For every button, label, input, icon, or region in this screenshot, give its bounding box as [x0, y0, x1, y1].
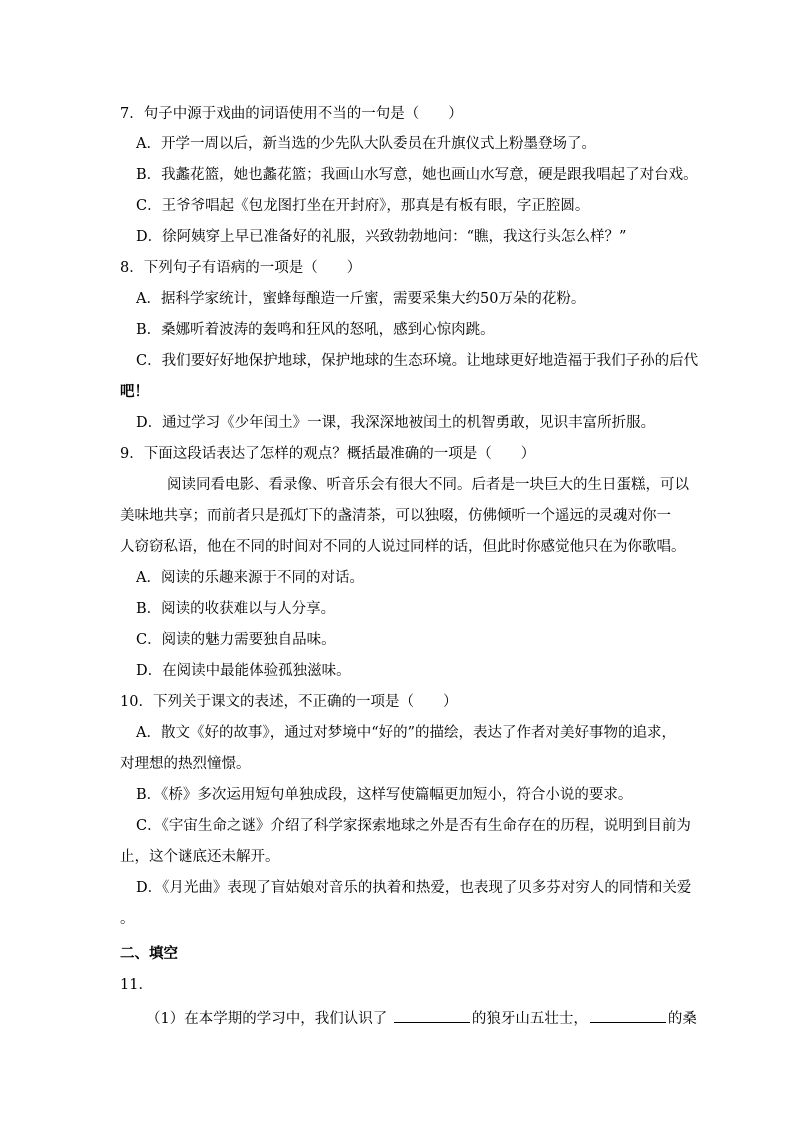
q9-option-d: D．在阅读中最能体验孤独滋味。 — [136, 663, 351, 679]
q8-option-a: A．据科学家统计，蜜蜂每酿造一斤蜜，需要采集大约50万朵的花粉。 — [136, 291, 586, 307]
q7-stem: 7．句子中源于戏曲的词语使用不当的一句是（ ） — [120, 106, 463, 122]
q9-passage-line2: 美味地共享；而前者只是孤灯下的盏清茶，可以独啜，仿佛倾听一个遥远的灵魂对你一 — [120, 508, 671, 524]
q11-part1-end: 的桑 — [667, 1011, 697, 1027]
q9-option-a: A．阅读的乐趣来源于不同的对话。 — [136, 570, 364, 586]
q10-option-b: B．《桥》多次运用短句单独成段，这样写使篇幅更加短小，符合小说的要求。 — [136, 787, 633, 803]
q7-option-c: C．王爷爷唱起《包龙图打坐在开封府》，那真是有板有眼，字正腔圆。 — [136, 198, 590, 214]
q8-stem: 8．下列句子有语病的一项是（ ） — [120, 260, 362, 276]
q10-option-d-line2: 。 — [120, 911, 135, 927]
q11-part1-mid: 的狼牙山五壮士， — [471, 1011, 588, 1027]
q8-option-c-line1: C．我们要好好地保护地球，保护地球的生态环境。让地球更好地造福于我们子孙的后代 — [136, 353, 699, 369]
q8-option-b: B．桑娜听着波涛的轰鸣和狂风的怒吼，感到心惊肉跳。 — [136, 322, 495, 338]
q9-passage-line1: 阅读同看电影、看录像、听音乐会有很大不同。后者是一块巨大的生日蛋糕，可以 — [167, 477, 689, 493]
q8-option-d: D．通过学习《少年闰土》一课，我深深地被闰土的机智勇敢，见识丰富所折服。 — [136, 415, 656, 431]
q10-option-a-line1: A．散文《好的故事》，通过对梦境中“好的”的描绘，表达了作者对美好事物的追求， — [136, 725, 677, 741]
q10-option-d-line1: D．《月光曲》表现了盲姑娘对音乐的执着和热爱，也表现了贝多芬对穷人的同情和关爱 — [136, 880, 692, 896]
q9-passage-line3: 人窃窃私语，他在不同的时间对不同的人说过同样的话，但此时你感觉他只在为你歌唱。 — [120, 539, 686, 555]
q10-option-c-line1: C．《宇宙生命之谜》介绍了科学家探索地球之外是否有生命存在的历程，说明到目前为 — [136, 818, 691, 834]
q8-option-c-line2: 吧！ — [120, 383, 149, 400]
q11-part1 — [146, 1008, 697, 1029]
q11-part1-prefix: （1）在本学期的学习中，我们认识了 — [146, 1011, 392, 1027]
q9-option-c: C．阅读的魅力需要独自品味。 — [136, 632, 336, 648]
q10-option-a-line2: 对理想的热烈憧憬。 — [120, 756, 251, 772]
q7-option-a: A．开学一周以后，新当选的少先队大队委员在升旗仪式上粉墨登场了。 — [136, 136, 596, 152]
q9-option-b: B．阅读的收获难以与人分享。 — [136, 601, 336, 617]
q11-blank-1[interactable] — [394, 1008, 470, 1023]
q10-stem: 10．下列关于课文的表述，不正确的一项是（ ） — [120, 694, 458, 710]
q11-number: 11． — [120, 977, 153, 993]
q7-option-d: D．徐阿姨穿上早已准备好的礼服，兴致勃勃地问：“瞧，我这行头怎么样？” — [136, 229, 627, 245]
q7-option-b: B．我蠡花篮，她也蠡花篮；我画山水写意，她也画山水写意，硬是跟我唱起了对台戏。 — [136, 167, 698, 183]
q9-stem: 9．下面这段话表达了怎样的观点？概括最准确的一项是（ ） — [120, 446, 536, 462]
section-title-fill-in: 二、填空 — [120, 945, 178, 962]
q10-option-c-line2: 止，这个谜底还未解开。 — [120, 849, 280, 865]
q11-blank-2[interactable] — [590, 1008, 666, 1023]
